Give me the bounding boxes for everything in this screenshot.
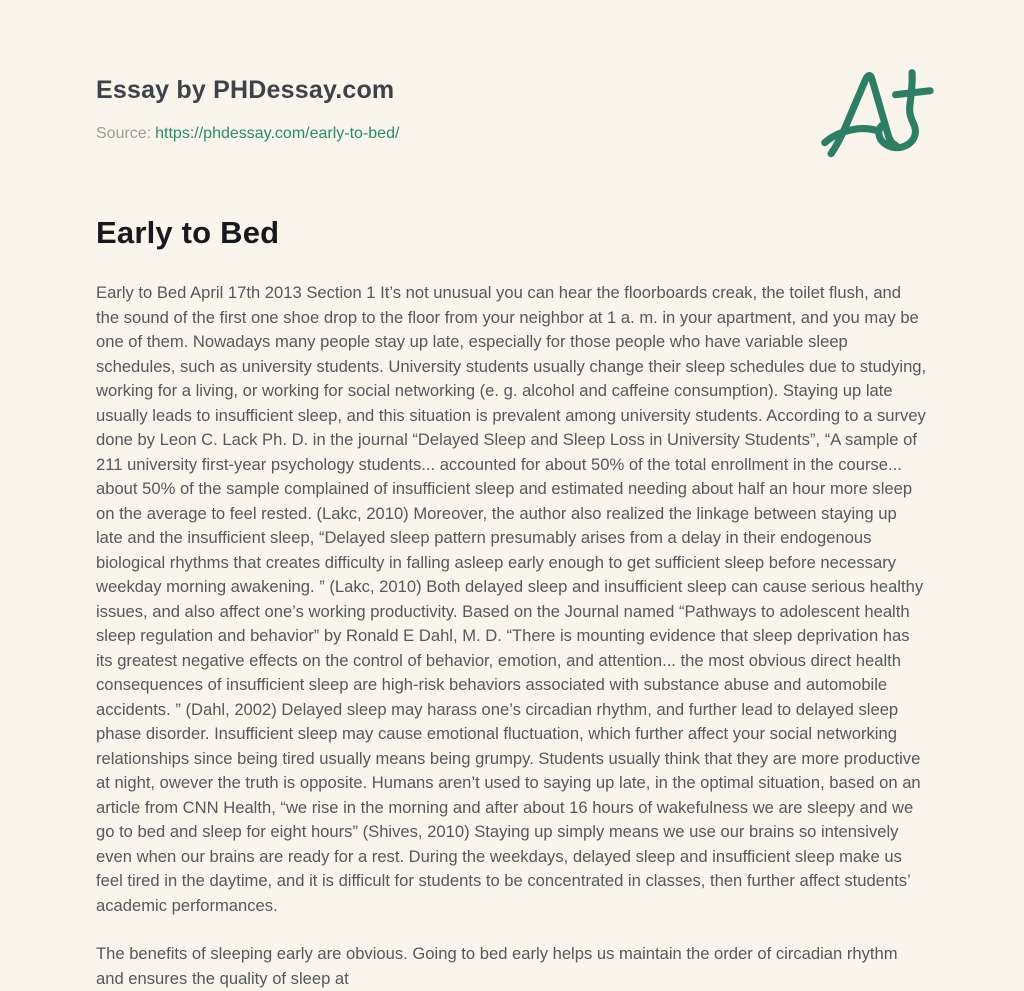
- essay-body: [96, 281, 928, 991]
- source-line: [96, 125, 928, 143]
- doc-header: [96, 0, 928, 143]
- essay-title: Early to Bed: [96, 215, 280, 250]
- source-label: Source:: [96, 125, 152, 142]
- phdessay-logo: [820, 60, 938, 164]
- site-header-title: Essay by PHDessay.com: [96, 76, 395, 104]
- essay-paragraph: Early to Bed April 17th 2013 Section 1 It’s not unusual you can hear the floorboards creak, the toilet flush, and the sound of the first one shoe drop to the floor from your neighbor at 1 a. m. in your apartment, and you may be one of them. Nowadays many people stay up late, especially for those people who have variable sleep schedules, such as university students. University students usually change their sleep schedules due to studying, working for a living, or working for social networking (e. g. alcohol and caffeine consumption). Staying up late usually leads to insufficient sleep, and this situation is prevalent among university students. According to a survey done by Leon C. Lack Ph. D. in the journal “Delayed Sleep and Sleep Loss in University Students”, “A sample of 211 university first-year psychology students... accounted for about 50% of the total enrollment in the course... about 50% of the sample complained of insufficient sleep and estimated needing about half an hour more sleep on the average to feel rested. (Lakc, 2010) Moreover, the author also realized the linkage between staying up late and the insufficient sleep, “Delayed sleep pattern presumably arises from a delay in their endogenous biological rhythms that creates difficulty in falling asleep early enough to get sufficient sleep before necessary weekday morning awakening. ” (Lakc, 2010) Both delayed sleep and insufficient sleep can cause serious healthy issues, and also affect one’s working productivity. Based on the Journal named “Pathways to adolescent health sleep regulation and behavior” by Ronald E Dahl, M. D. “There is mounting evidence that sleep deprivation has its greatest negative effects on the control of behavior, emotion, and attention... the most obvious direct health consequences of insufficient sleep are high-risk behaviors associated with substance abuse and automobile accidents. ” (Dahl, 2002) Delayed sleep may harass one’s circadian rhythm, and further lead to delayed sleep phase disorder. Insufficient sleep may cause emotional fluctuation, which further affect your social networking relationships since being tired usually means being grumpy. Students usually think that they are more productive at night, owever the truth is opposite. Humans aren’t used to saying up late, in the optimal situation, based on an article from CNN Health, “we rise in the morning and after about 16 hours of wakefulness we are sleepy and we go to bed and sleep for eight hours” (Shives, 2010) Staying up simply means we use our brains so intensively even when our brains are ready for a rest. During the weekdays, delayed sleep and insufficient sleep make us feel tired in the daytime, and it is difficult for students to be concentrated in classes, then further affect students’ academic performances.: [96, 283, 927, 915]
- essay-paragraph: The benefits of sleeping early are obvious. Going to bed early helps us maintain the order of circadian rhythm and ensures the quality of sleep at: [96, 944, 898, 988]
- a-plus-logo-icon: [820, 60, 938, 164]
- source-link[interactable]: https://phdessay.com/early-to-bed/: [155, 125, 400, 142]
